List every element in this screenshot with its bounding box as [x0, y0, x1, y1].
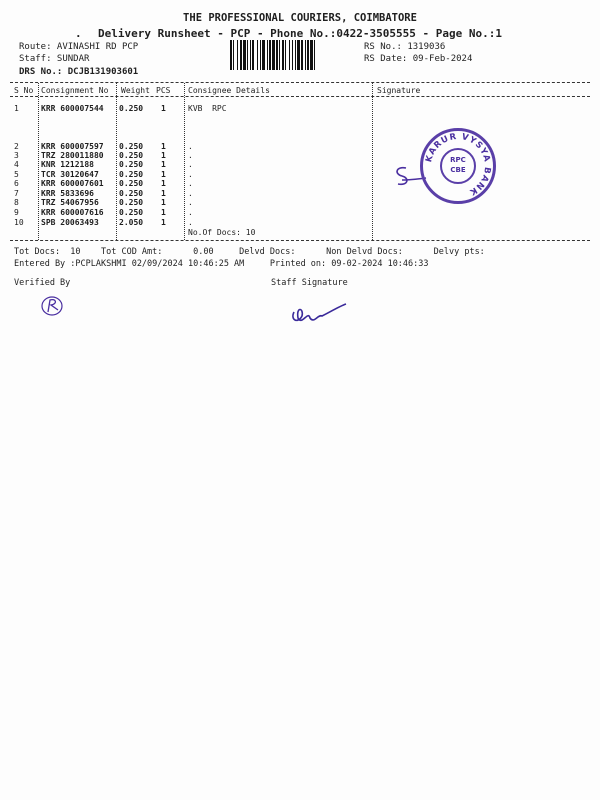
table-header-rule — [10, 96, 590, 97]
drs-number: DRS No.: DCJB131903601 — [19, 67, 139, 77]
row-pcs: 1 — [161, 160, 166, 169]
col-divider-1 — [38, 83, 39, 240]
row-weight: 0.250 — [119, 160, 144, 169]
stamp-ring-text: KARUR VYSYA BANK — [424, 131, 493, 198]
row-consignment: TRZ 280011880 — [41, 151, 104, 160]
row-details: . — [188, 151, 193, 160]
row-pcs: 1 — [161, 179, 166, 188]
row-consignment: KRR 600007544 — [41, 104, 104, 113]
row-details: . — [188, 189, 193, 198]
col-divider-2 — [116, 83, 117, 240]
rs-number: RS No.: 1319036 — [364, 42, 446, 52]
runsheet-title — [0, 27, 600, 40]
header-details: Consignee Details — [188, 86, 270, 95]
header-signature: Signature — [377, 86, 421, 95]
row-sno: 3 — [14, 151, 19, 160]
row-weight: 0.250 — [119, 208, 144, 217]
row-consignment: TCR 30120647 — [41, 170, 99, 179]
row-sno: 9 — [14, 208, 19, 217]
stamp-line-1: RPC — [450, 156, 466, 164]
row-details: . — [188, 208, 193, 217]
row-weight: 0.250 — [119, 142, 144, 151]
route-label: Route: AVINASHI RD PCP — [19, 42, 139, 52]
company-title: THE PROFESSIONAL COURIERS, COIMBATORE — [183, 12, 417, 24]
row-sno: 6 — [14, 179, 19, 188]
row-pcs: 1 — [161, 170, 166, 179]
row-details: . — [188, 170, 193, 179]
row-consignment: KRR 600007601 — [41, 179, 104, 188]
row-weight: 0.250 — [119, 104, 144, 113]
row-details: . — [188, 179, 193, 188]
barcode — [230, 40, 358, 70]
header-weight: Weight — [121, 86, 150, 95]
row-sno: 10 — [14, 218, 24, 227]
row-sno: 1 — [14, 104, 19, 113]
row-consignment: KNR 1212188 — [41, 160, 94, 169]
row-sno: 4 — [14, 160, 19, 169]
row-consignment: SPB 20063493 — [41, 218, 99, 227]
row-weight: 0.250 — [119, 151, 144, 160]
row-details: KVB RPC — [188, 104, 227, 113]
row-pcs: 1 — [161, 198, 166, 207]
stamp-line-2: CBE — [450, 166, 466, 174]
col-divider-4 — [372, 83, 373, 240]
row-sno: 5 — [14, 170, 19, 179]
row-details: . — [188, 198, 193, 207]
staff-label: Staff: SUNDAR — [19, 54, 90, 64]
row-weight: 2.050 — [119, 218, 144, 227]
row-pcs: 1 — [161, 208, 166, 217]
table-bottom-rule — [10, 240, 590, 241]
barcode-bar — [315, 40, 317, 70]
header-pcs: PCS — [156, 86, 171, 95]
row-pcs: 1 — [161, 104, 166, 113]
row-consignment: TRZ 54067956 — [41, 198, 99, 207]
row-weight: 0.250 — [119, 198, 144, 207]
row-sno: 8 — [14, 198, 19, 207]
staff-signature-label: Staff Signature — [271, 278, 348, 288]
staff-signature — [288, 298, 350, 328]
row-pcs: 1 — [161, 151, 166, 160]
row-consignment: KRR 600007616 — [41, 208, 104, 217]
row-details: . — [188, 218, 193, 227]
row-weight: 0.250 — [119, 179, 144, 188]
rs-date: RS Date: 09-Feb-2024 — [364, 54, 473, 64]
row-pcs: 1 — [161, 218, 166, 227]
verified-by-label: Verified By — [14, 278, 71, 288]
row-sno: 2 — [14, 142, 19, 151]
header-sno: S No — [14, 86, 34, 95]
row-pcs: 1 — [161, 142, 166, 151]
row-pcs: 1 — [161, 189, 166, 198]
no-of-docs: No.Of Docs: 10 — [188, 228, 256, 237]
header-consignment: Consignment No — [41, 86, 109, 95]
totals-line: Tot Docs: 10 Tot COD Amt: 0.00 Delvd Docs: Non Delvd Docs: Delvy pts: — [14, 247, 485, 257]
row-weight: 0.250 — [119, 189, 144, 198]
entered-by-line: Entered By :PCPLAKSHMI 02/09/2024 10:46:25 AM Printed on: 09-02-2024 10:46:33 — [14, 259, 429, 269]
row-details: . — [188, 160, 193, 169]
row-weight: 0.250 — [119, 170, 144, 179]
table-top-rule — [10, 82, 590, 83]
row-consignment: KRR 600007597 — [41, 142, 104, 151]
row-consignment: KRR 5833696 — [41, 189, 94, 198]
bank-stamp — [420, 128, 496, 204]
row-sno: 7 — [14, 189, 19, 198]
verifier-signature — [36, 292, 72, 320]
col-divider-3 — [184, 83, 185, 240]
title-dot: . — [75, 27, 82, 40]
row-details: . — [188, 142, 193, 151]
runsheet-title-text: Delivery Runsheet - PCP - Phone No.:0422-3505555 - Page No.:1 — [98, 27, 502, 40]
